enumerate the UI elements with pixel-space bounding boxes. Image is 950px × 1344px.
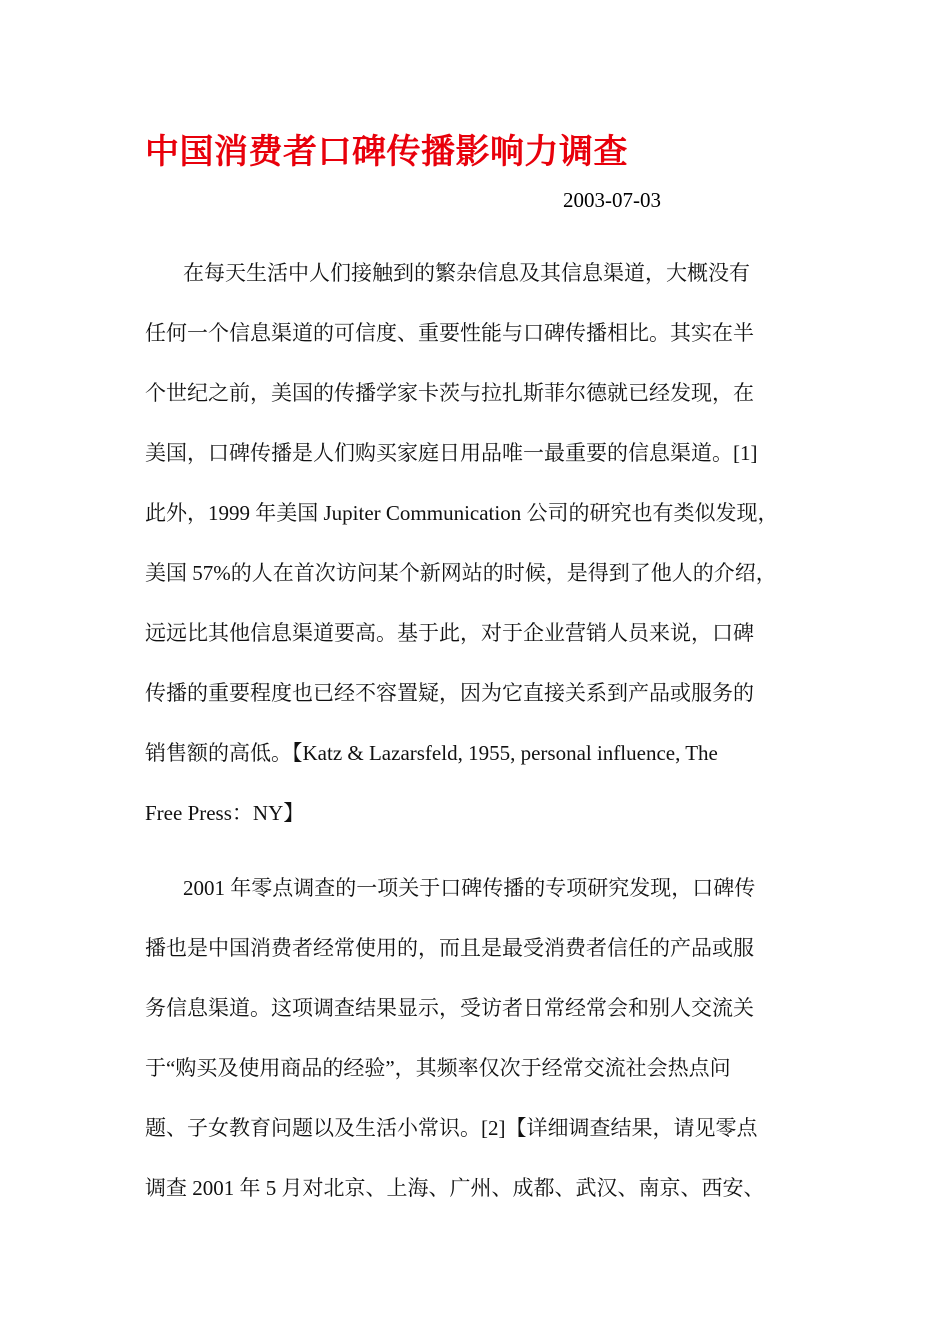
article-date: 2003-07-03 [563, 188, 661, 212]
paragraph-line: 美国，口碑传播是人们购买家庭日用品唯一最重要的信息渠道。[1] [145, 441, 758, 465]
article-title: 中国消费者口碑传播影响力调查 [145, 132, 628, 172]
paragraph-2 [145, 858, 810, 1218]
paragraph-line: 播也是中国消费者经常使用的，而且是最受消费者信任的产品或服 [145, 936, 754, 960]
paragraph-line: 任何一个信息渠道的可信度、重要性能与口碑传播相比。其实在半 [145, 321, 754, 345]
paragraph-line: 传播的重要程度也已经不容置疑，因为它直接关系到产品或服务的 [145, 681, 754, 705]
paragraph-line: 于“购买及使用商品的经验”，其频率仅次于经常交流社会热点问 [145, 1056, 731, 1080]
paragraph-line: 个世纪之前，美国的传播学家卡茨与拉扎斯菲尔德就已经发现，在 [145, 381, 754, 405]
paragraph-line: 远远比其他信息渠道要高。基于此，对于企业营销人员来说，口碑 [145, 621, 754, 645]
paragraph-line: 在每天生活中人们接触到的繁杂信息及其信息渠道，大概没有 [183, 261, 750, 285]
paragraph-1 [145, 243, 810, 843]
paragraph-line: 销售额的高低。【Katz & Lazarsfeld, 1955, personal influence, The [145, 741, 718, 765]
paragraph-line: 2001 年零点调查的一项关于口碑传播的专项研究发现，口碑传 [183, 876, 756, 900]
paragraph-line: 此外，1999 年美国 Jupiter Communication 公司的研究也有类似发现， [145, 501, 779, 525]
paragraph-line: 美国 57%的人在首次访问某个新网站的时候，是得到了他人的介绍， [145, 561, 777, 585]
paragraph-line: 务信息渠道。这项调查结果显示，受访者日常经常会和别人交流关 [145, 996, 754, 1020]
paragraph-line: Free Press：NY】 [145, 801, 305, 825]
paragraph-line: 题、子女教育问题以及生活小常识。[2]【详细调查结果，请见零点 [145, 1116, 758, 1140]
paragraph-line: 调查 2001 年 5 月对北京、上海、广州、成都、武汉、南京、西安、 [145, 1176, 765, 1200]
